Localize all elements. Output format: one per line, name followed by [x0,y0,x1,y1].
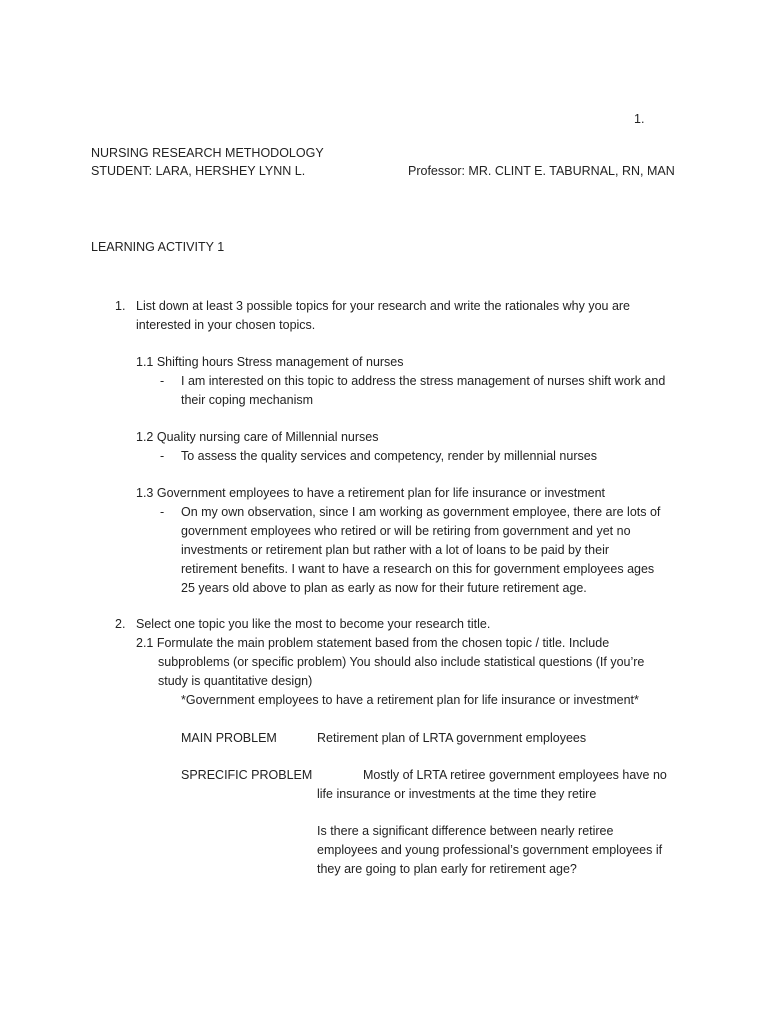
topic-3-line-4: retirement benefits. I want to have a research on this for government employees ages [181,562,655,576]
specific-problem-line-2: life insurance or investments at the time they retire [317,787,597,801]
course-title: NURSING RESEARCH METHODOLOGY [91,146,324,160]
professor-name: Professor: MR. CLINT E. TABURNAL, RN, MAN [408,164,675,178]
topic-3-dash: - [160,505,165,519]
question-line-2: employees and young professional’s government employees if [317,843,663,857]
topic-1-line-2: their coping mechanism [181,393,314,407]
topic-3-line-3: investments or retirement plan but rather with a lot of loans to be paid by their [181,543,610,557]
topic-1-dash: - [160,374,165,388]
question-line-1: Is there a significant difference between nearly retiree [317,824,614,838]
q1-number: 1. [115,299,126,313]
main-problem-text: Retirement plan of LRTA government employees [317,731,587,745]
main-problem-label: MAIN PROBLEM [181,731,277,745]
specific-problem-label: SPRECIFIC PROBLEM [181,768,313,782]
page-number: 1. [634,112,645,126]
q2-line: Select one topic you like the most to become your research title. [136,617,491,631]
specific-problem-line-1: Mostly of LRTA retiree government employees have no [363,768,667,782]
q2-number: 2. [115,617,126,631]
q1-line-2: interested in your chosen topics. [136,318,316,332]
q2-sub-line-1: 2.1 Formulate the main problem statement based from the chosen topic / title. Include [136,636,610,650]
topic-3-line-5: 25 years old above to plan as early as now for their future retirement age. [181,581,587,595]
q1-line-1: List down at least 3 possible topics for your research and write the rationales why you are [136,299,631,313]
topic-1-title: 1.1 Shifting hours Stress management of nurses [136,355,404,369]
q2-sub-line-2: subproblems (or specific problem) You should also include statistical questions (If you’re [158,655,645,669]
chosen-topic: *Government employees to have a retirement plan for life insurance or investment* [181,693,639,707]
topic-3-title: 1.3 Government employees to have a retirement plan for life insurance or investment [136,486,605,500]
topic-2-title: 1.2 Quality nursing care of Millennial nurses [136,430,379,444]
question-line-3: they are going to plan early for retirement age? [317,862,577,876]
topic-3-line-1: On my own observation, since I am working as government employee, there are lots of [181,505,661,519]
topic-2-line-1: To assess the quality services and competency, render by millennial nurses [181,449,597,463]
topic-2-dash: - [160,449,165,463]
student-name: STUDENT: LARA, HERSHEY LYNN L. [91,164,306,178]
activity-title: LEARNING ACTIVITY 1 [91,240,225,254]
topic-3-line-2: government employees who retired or will be retiring from government and yet no [181,524,631,538]
topic-1-line-1: I am interested on this topic to address the stress management of nurses shift work and [181,374,666,388]
q2-sub-line-3: study is quantitative design) [158,674,313,688]
